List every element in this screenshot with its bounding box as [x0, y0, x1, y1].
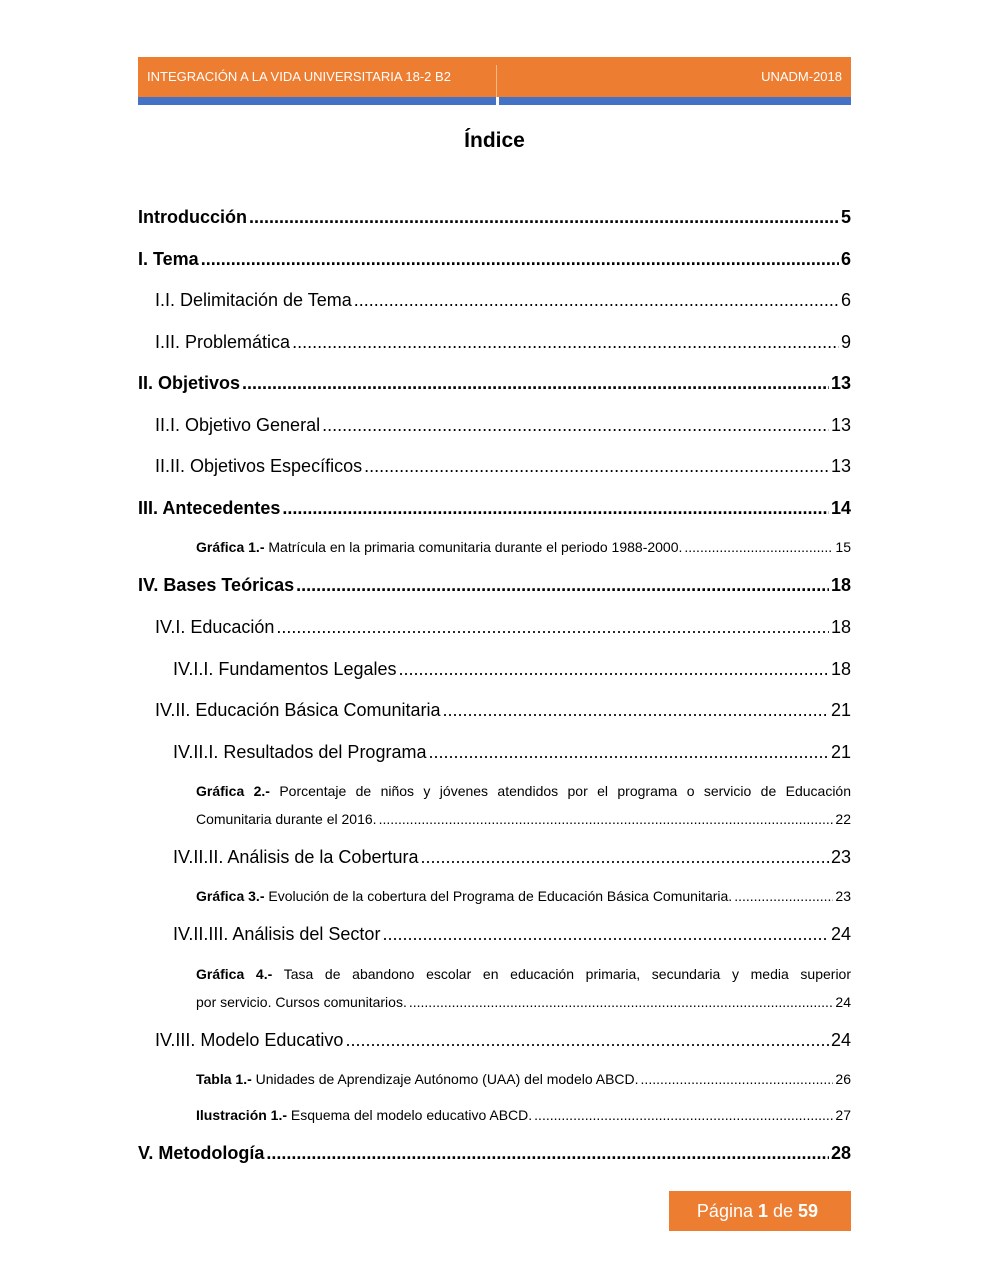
toc-leader	[296, 575, 829, 596]
toc-leader	[420, 847, 828, 868]
toc-entry-label: II.II. Objetivos Específicos	[155, 456, 363, 476]
toc-leader	[428, 742, 829, 763]
toc-entry-objetivos-especificos[interactable]	[155, 456, 851, 477]
toc-entry-label: I. Tema	[138, 249, 199, 269]
toc-entry-label: III. Antecedentes	[138, 498, 281, 518]
toc-entry-ilustracion-1[interactable]	[196, 1107, 851, 1123]
page-word: Página	[696, 1200, 753, 1221]
toc-entry-label: IV.I. Educación	[155, 617, 275, 637]
caption-prefix: Gráfica 3.-	[196, 888, 265, 904]
toc-entry-label: Unidades de Aprendizaje Autónomo (UAA) del modelo ABCD.	[255, 1071, 639, 1087]
toc-entry-label: IV.II. Educación Básica Comunitaria	[155, 700, 441, 720]
toc-entry-grafica-1[interactable]	[196, 539, 851, 555]
toc-entry-delimitacion[interactable]	[155, 290, 851, 311]
toc-leader	[354, 290, 839, 311]
toc-leader	[201, 249, 839, 270]
toc-entry-bases-teoricas[interactable]	[138, 575, 851, 596]
toc-entry-label: Tasa de abandono escolar en educación primaria, secundaria y media superior	[283, 966, 852, 982]
toc-page-number: 21	[830, 742, 851, 762]
toc-entry-metodologia[interactable]	[138, 1143, 851, 1164]
toc-entry-label: IV.III. Modelo Educativo	[155, 1030, 344, 1050]
toc-leader	[534, 1107, 833, 1123]
header-course-title: INTEGRACIÓN A LA VIDA UNIVERSITARIA 18-2 B2	[147, 69, 451, 84]
page-header	[138, 57, 851, 97]
page-title: Índice	[464, 129, 525, 152]
caption-prefix: Gráfica 4.-	[196, 966, 273, 982]
toc-entry-fundamentos-legales[interactable]	[173, 659, 851, 680]
toc-entry-tema[interactable]	[138, 249, 851, 270]
toc-entry-label: IV.II.III. Análisis del Sector	[173, 924, 381, 944]
caption-prefix: Gráfica 1.-	[196, 539, 265, 555]
toc-page-number: 14	[830, 498, 851, 518]
toc-page-number: 23	[830, 847, 851, 867]
toc-entry-grafica-2-line-2[interactable]	[196, 811, 851, 827]
toc-leader	[292, 332, 839, 353]
toc-leader	[266, 1143, 829, 1164]
toc-entry-grafica-3[interactable]	[196, 888, 851, 904]
toc-entry-label: V. Metodología	[138, 1143, 265, 1163]
toc-entry-label: IV.II.II. Análisis de la Cobertura	[173, 847, 419, 867]
toc-leader	[345, 1030, 829, 1051]
toc-entry-label: II.I. Objetivo General	[155, 415, 321, 435]
toc-page-number: 18	[830, 617, 851, 637]
toc-entry-tabla-1[interactable]	[196, 1071, 851, 1087]
toc-entry-label: I.II. Problemática	[155, 332, 291, 352]
toc-entry-grafica-4-line-1[interactable]	[196, 966, 851, 982]
toc-leader	[242, 373, 829, 394]
toc-entry-modelo-educativo[interactable]	[155, 1030, 851, 1051]
toc-entry-educacion-basica[interactable]	[155, 700, 851, 721]
toc-entry-label: Porcentaje de niños y jóvenes atendidos por el programa o servicio de Educación	[279, 783, 852, 799]
toc-page-number: 5	[840, 207, 851, 227]
toc-entry-label: I.I. Delimitación de Tema	[155, 290, 352, 310]
toc-page-number: 13	[830, 415, 851, 435]
toc-page-number: 15	[835, 539, 851, 555]
toc-leader	[443, 700, 829, 721]
toc-page-number: 21	[830, 700, 851, 720]
total-pages: 59	[798, 1200, 819, 1221]
toc-entry-analisis-sector[interactable]	[173, 924, 851, 945]
toc-entry-label: IV.I.I. Fundamentos Legales	[173, 659, 397, 679]
toc-leader	[282, 498, 829, 519]
caption-prefix: Tabla 1.-	[196, 1071, 252, 1087]
toc-entry-antecedentes[interactable]	[138, 498, 851, 519]
caption-prefix: Gráfica 2.-	[196, 783, 270, 799]
toc-page-number: 28	[830, 1143, 851, 1163]
toc-entry-introduccion[interactable]	[138, 207, 851, 228]
header-divider	[496, 65, 497, 97]
toc-entry-objetivo-general[interactable]	[155, 415, 851, 436]
toc-leader	[249, 207, 839, 228]
page-number-footer	[669, 1191, 851, 1231]
toc-leader	[641, 1071, 834, 1087]
toc-leader	[734, 888, 833, 904]
toc-leader	[364, 456, 829, 477]
toc-page-number: 18	[830, 659, 851, 679]
toc-entry-grafica-2-line-1[interactable]	[196, 783, 851, 799]
header-accent-bar	[138, 97, 851, 105]
toc-leader	[409, 994, 834, 1010]
toc-leader	[322, 415, 829, 436]
toc-page-number: 27	[835, 1107, 851, 1123]
toc-entry-analisis-cobertura[interactable]	[173, 847, 851, 868]
toc-page-number: 24	[835, 994, 851, 1010]
toc-page-number: 13	[830, 456, 851, 476]
toc-page-number: 24	[830, 1030, 851, 1050]
toc-entry-objetivos[interactable]	[138, 373, 851, 394]
toc-entry-label: Esquema del modelo educativo ABCD.	[290, 1107, 533, 1123]
toc-page-number: 13	[830, 373, 851, 393]
toc-entry-label: Introducción	[138, 207, 247, 227]
toc-page-number: 22	[835, 811, 851, 827]
toc-page-number: 6	[840, 249, 851, 269]
caption-prefix: Ilustración 1.-	[196, 1107, 288, 1123]
toc-entry-educacion[interactable]	[155, 617, 851, 638]
toc-entry-label: por servicio. Cursos comunitarios.	[196, 994, 407, 1010]
toc-entry-label: IV. Bases Teóricas	[138, 575, 295, 595]
toc-entry-label: Matrícula en la primaria comunitaria durante el periodo 1988-2000.	[268, 539, 683, 555]
toc-page-number: 23	[835, 888, 851, 904]
toc-entry-grafica-4-line-2[interactable]	[196, 994, 851, 1010]
toc-page-number: 24	[830, 924, 851, 944]
toc-entry-resultados-programa[interactable]	[173, 742, 851, 763]
header-institution: UNADM-2018	[761, 69, 842, 84]
of-word: de	[773, 1200, 794, 1221]
toc-entry-label: II. Objetivos	[138, 373, 241, 393]
current-page: 1	[757, 1200, 768, 1221]
toc-entry-label: Evolución de la cobertura del Programa de Educación Básica Comunitaria.	[268, 888, 733, 904]
toc-page-number: 9	[840, 332, 851, 352]
toc-leader	[382, 924, 829, 945]
toc-page-number: 26	[835, 1071, 851, 1087]
toc-leader	[684, 539, 833, 555]
toc-page-number: 6	[840, 290, 851, 310]
toc-entry-label: Comunitaria durante el 2016.	[196, 811, 377, 827]
toc-entry-problematica[interactable]	[155, 332, 851, 353]
toc-leader	[398, 659, 828, 680]
toc-page-number: 18	[830, 575, 851, 595]
toc-leader	[379, 811, 834, 827]
toc-leader	[276, 617, 829, 638]
toc-entry-label: IV.II.I. Resultados del Programa	[173, 742, 427, 762]
